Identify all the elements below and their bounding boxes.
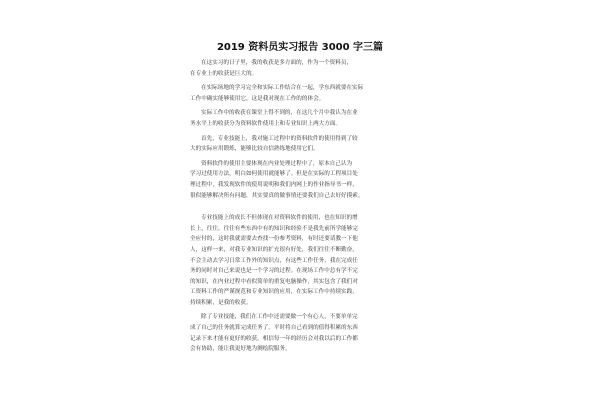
paragraph-3: 实际工作中的收获在课堂上得不到的，在这几个月中我认为在业 务水平上的收获分为资料软件使用上和专业知识上两大方面。 [190, 110, 358, 127]
paragraph-6: 专业技能上的成长不但体现在对资料软件的使用，也在知识的增 长上，往往，往往有些东西中有的知识和经验不是我先前所学能够完 全应付的，这时我就需要去查找一份参考资料，有时还要请教一下他 人，这样一来，对我专业知识的扩充很有好处，我们往往不断勤奋， 不会主动去学习日常工作外的知识点，有这些工作任务，我在完成任 务的同时对自己来说也是一个学习的过程。在现场工作中总有学不完 的知识，在内业过程中看似简单的重复电脑操作，其实包含了我们对 工资料工作的严谨规范和专业知识的应用，在实际工作中持续实践， 持续积累，是我的收获。 [190, 215, 358, 306]
document-title: 2019 资料员实习报告 3000 字三篇 [216, 42, 384, 53]
document-body [190, 58, 415, 359]
paragraph-5: 资料软件的使用主要体现在内业处理过程中了，原本自己认为 学习过使用方法，明白如何使用就能够了。但是在实际的工程项目处 理过程中，我发现软件的使用说明和我们内网上的作业指导书一样， 很似能够解决所有问题，其实要真的做事情还要我们自己去好好摸索。 [190, 160, 364, 199]
paragraph-1: 在这实习的日子里，我的收获是多方面的，作为一个资料员， 在专业上的收获是巨大的。 [190, 60, 353, 77]
paragraph-7: 除了专业技能，我们在工作中还需要做一个有心人，不要单单完 成了自己的任务就算完成任务了。平时将自己看到的值得积累的东西 记录下来才能有更好的收获，相信每一年的经历会对我以后的工作都 会有协助，能让我更好地为测绘院服务。 [190, 314, 358, 353]
paragraph-2: 在实际场地的学习完全和实际工作结合在一起，学东西就要在实际 工作中确实能够使用它，这是我对现在工作的的体会。 [190, 85, 364, 102]
paragraph-4: 首先，专业技能上，我对施工过程中的资料软件的使用得到了较 大的实际应用锻炼，能够比较自信熟练地使用它们。 [190, 135, 358, 153]
